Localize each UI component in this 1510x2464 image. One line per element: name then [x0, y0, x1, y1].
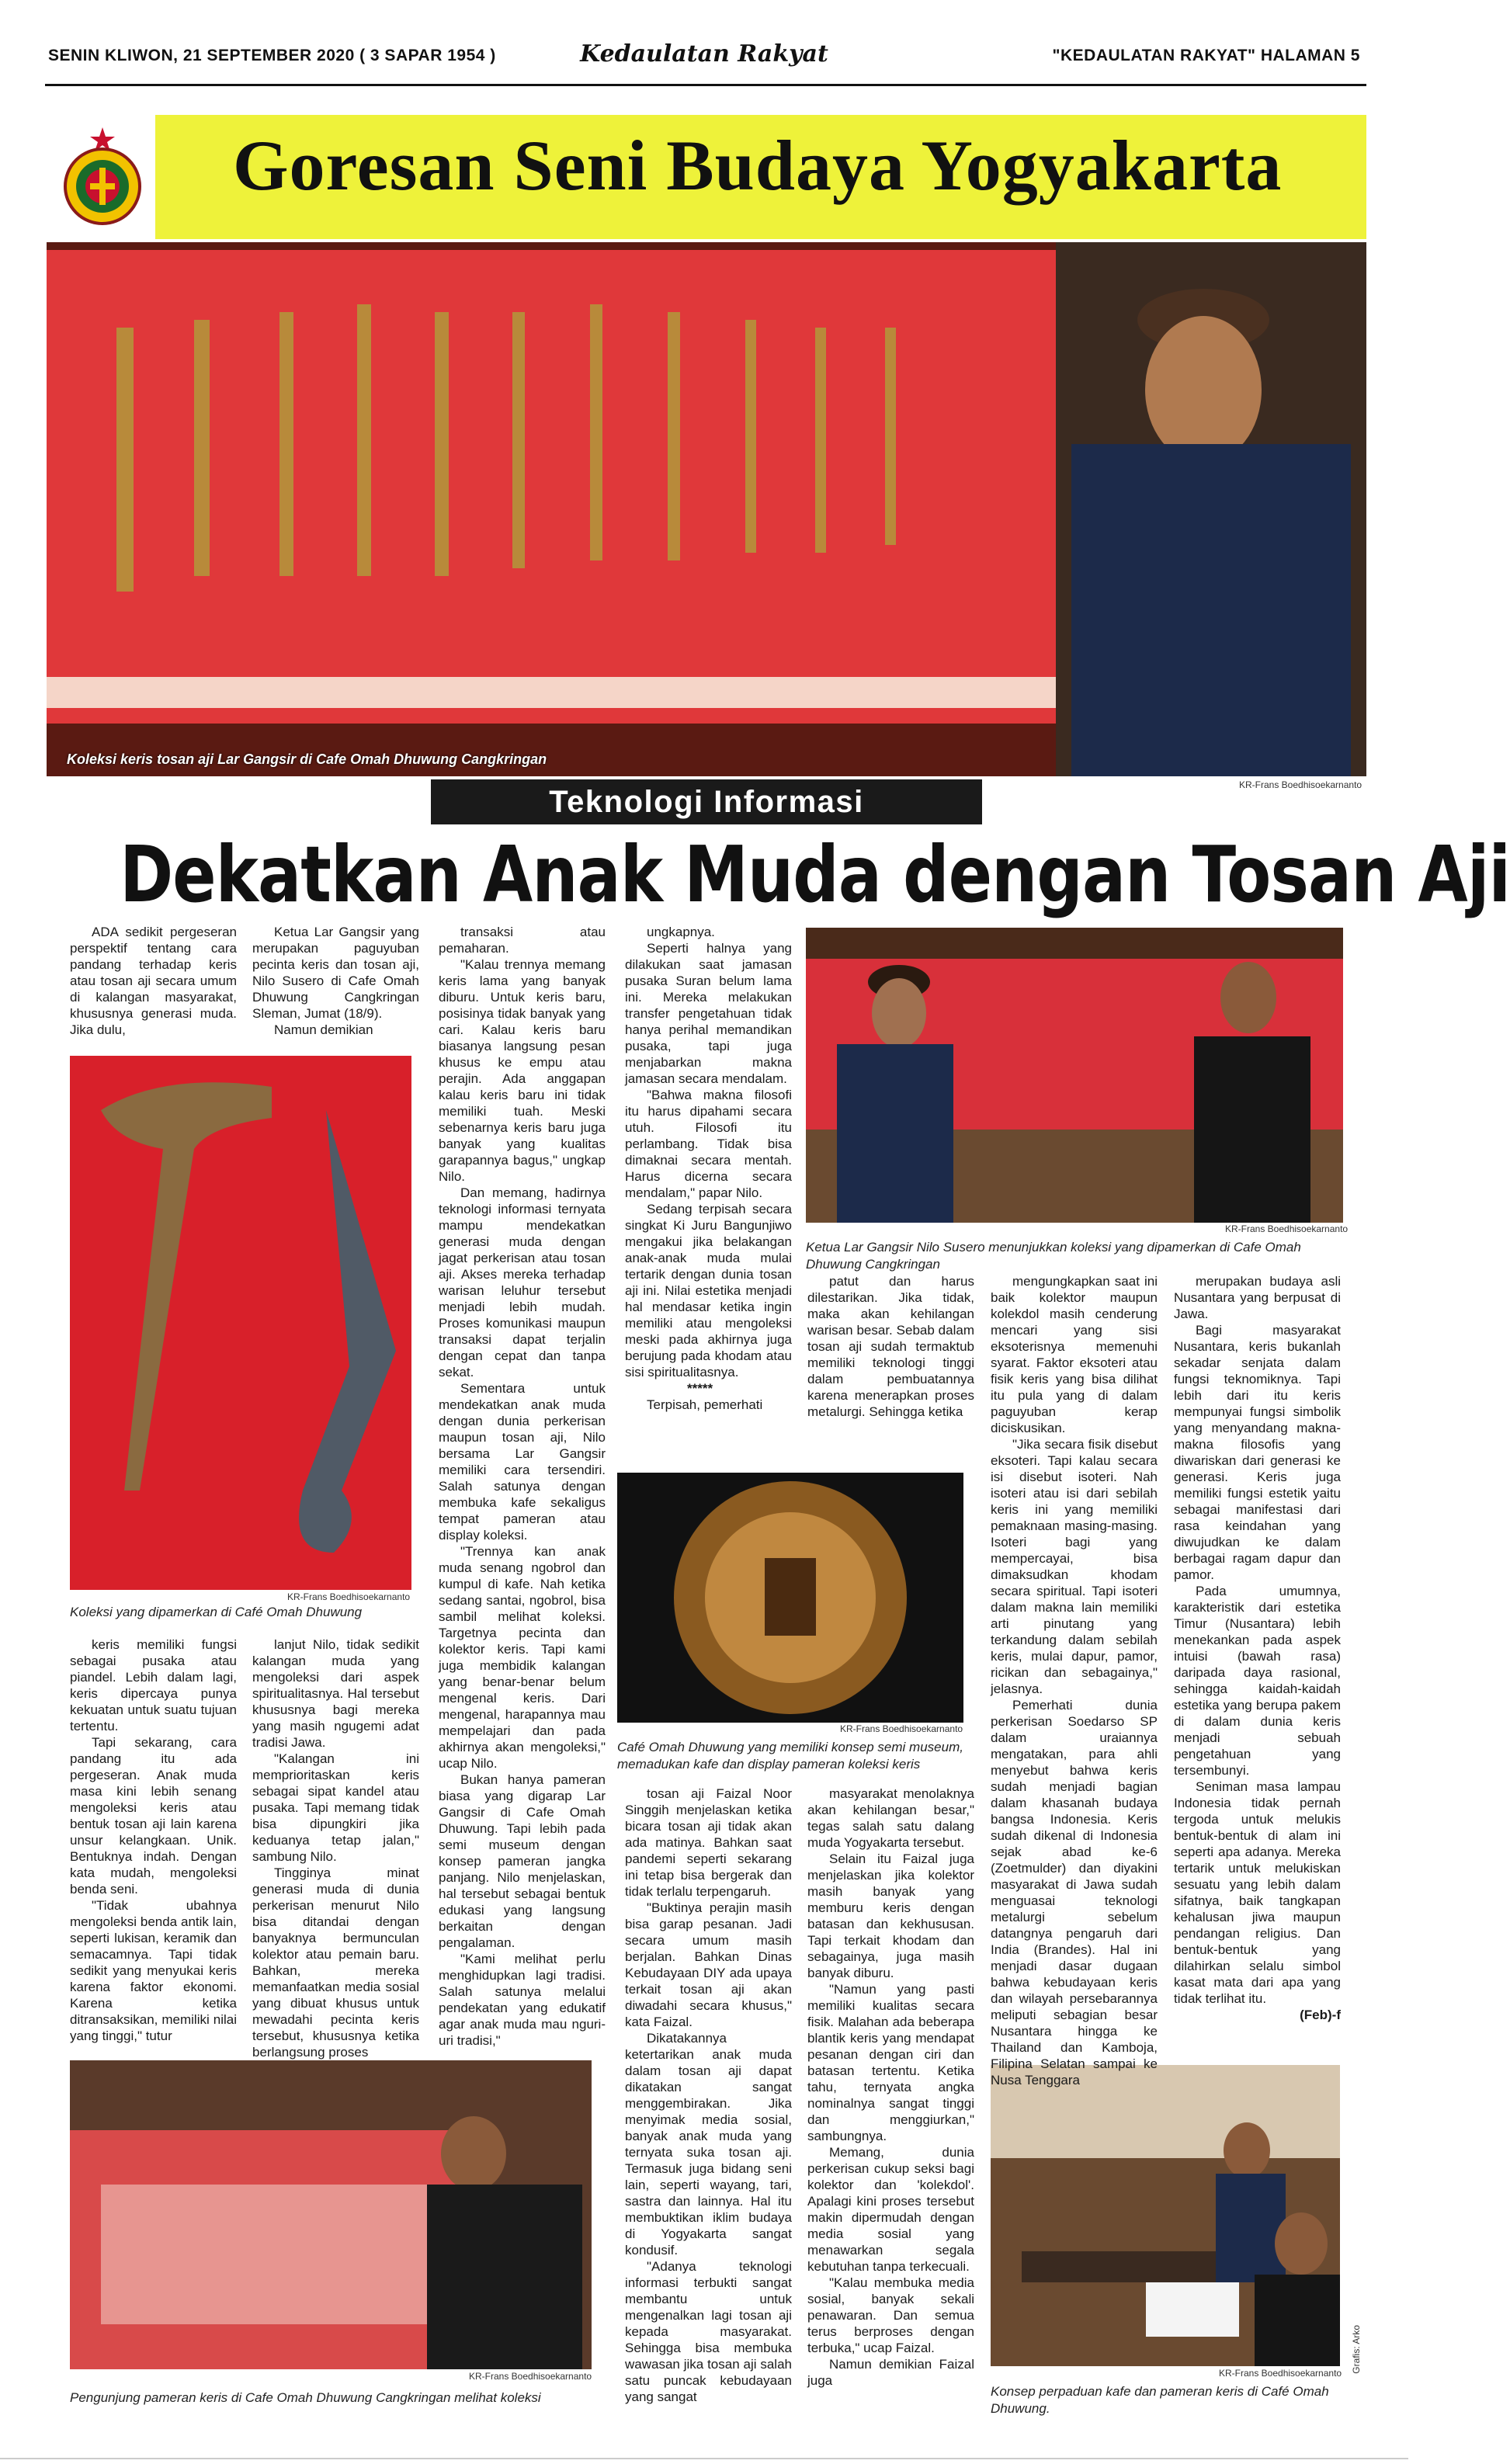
article-paragraph: merupakan budaya asli Nusantara yang berpusat di Jawa. — [1174, 1274, 1341, 1321]
masthead-logo: Kedaulatan Rakyat — [580, 40, 828, 68]
article-paragraph: Tingginya minat generasi muda di dunia perkerisan menurut Nilo bisa ditandai dengan banyaknya bermunculan kolektor atau pemain baru. Bahkan, mereka memanfaatkan media sosial yang dibuat khusus untuk mewadahi pecinta keris tersebut, khususnya ketika berlangsung proses — [252, 1865, 419, 2060]
section-separator: ***** — [687, 1381, 713, 1396]
photo-keris-closeup-credit: KR-Frans Boedhisoekarnanto — [287, 1591, 411, 1602]
article-column-2b — [252, 1636, 419, 2060]
article-paragraph: patut dan harus dilestarikan. Jika tidak, maka akan kehilangan warisan besar. Sebab dalam tosan aji sudah termaktub memiliki teknologi tinggi dalam pembuatannya karena menerapkan proses metalurgi. Sehingga ketika — [807, 1274, 974, 1419]
article-paragraph: Dan memang, hadirnya teknologi informasi ternyata mampu mendekatkan generasi muda dengan jagat perkerisan atau tosan aji. Akses mereka terhadap warisan leluhur tersebut menjadi lebih mudah. Proses komunikasi maupun transaksi dapat terjalin dengan cepat dan tanpa sekat. — [439, 1185, 606, 1379]
article-paragraph: Dikatakannya ketertarikan anak muda dalam tosan aji dapat dikatakan sangat menggembirakan. Jika menyimak media sosial, banyak anak muda yang ternyata suka tosan aji. Termasuk juga bidang seni lain, seperti wayang, tari, sastra dan lainnya. Hal itu membuktikan iklim budaya di Yogyakarta sangat kondusif. — [625, 2031, 792, 2258]
article-column-4b — [625, 1786, 792, 2453]
article-column-5b — [807, 1786, 974, 2453]
article-column-6a — [991, 1273, 1158, 2087]
page-number: "KEDAULATAN RAKYAT" HALAMAN 5 — [1052, 47, 1360, 64]
headline: Dekatkan Anak Muda dengan Tosan Aji — [120, 829, 1510, 920]
graphic-credit: Grafis: Arko — [1351, 2325, 1362, 2374]
article-paragraph: "Bahwa makna filosofi itu harus dipahami secara utuh. Filosofi itu perlambang. Tidak bisa dimaknai secara mentah. Harus dicerna secara mendalam," papar Nilo. — [625, 1088, 792, 1200]
author-signature: (Feb)-f — [1300, 2008, 1341, 2022]
article-paragraph: "Kalau trennya memang keris lama yang banyak diburu. Untuk keris baru, posisinya tidak banyak yang cari. Kalau keris baru biasanya langsung pesan khusus ke empu atau perajin. Ada anggapan kalau keris baru ini tidak memiliki tuah. Meski sebenarnya keris baru juga banyak yang kualitas garapannya bagus," ungkap Nilo. — [439, 957, 606, 1184]
article-paragraph: "Jika secara fisik disebut eksoteri. Tapi kalau secara isi disebut isoteri. Nah isoteri atau isi dari sebilah keris ini yang memiliki pemaknaan masing-masing. Isoteri bagi yang mempercayai, bisa dimaksudkan khodam secara spiritual. Tapi isoteri dalam makna lain memiliki arti pinutang yang terkandung dalam sebilah keris, mulai dapur, pamor, ricikan dan sebagainya," jelasnya. — [991, 1437, 1158, 1696]
article-paragraph: "Trennya kan anak muda senang ngobrol dan kumpul di kafe. Nah ketika sedang santai, ngobrol, bisa sambil melihat koleksi. Targetnya pecinta dan kolektor keris. Tapi kami juga membidik kalangan yang benar-benar belum mengenal keris. Dari mengenal, harapannya mau mempelajari dan pada akhirnya akan mengoleksi," ucap Nilo. — [439, 1544, 606, 1771]
article-paragraph: lanjut Nilo, tidak sedikit kalangan muda yang mengoleksi dari aspek spiritualitasnya. Hal tersebut khususnya bagi mereka yang masih ngugemi adat tradisi Jawa. — [252, 1637, 419, 1750]
article-paragraph: Terpisah, pemerhati — [647, 1397, 763, 1412]
article-paragraph: Namun demikian — [274, 1022, 373, 1037]
article-paragraph: "Namun yang pasti memiliki kualitas secara fisik. Malahan ada beberapa blantik keris yang mendapat pesanan dengan ciri dan batasan tertentu. Ketika tahu, ternyata angka nominalnya sangat tinggi dan menggiurkan," sambungnya. — [807, 1982, 974, 2143]
article-paragraph: ungkapnya. — [647, 925, 715, 939]
article-paragraph: "Kami melihat perlu menghidupkan lagi tradisi. Salah satunya melalui pendekatan yang edukatif agar anak muda mau nguri-uri tradisi," — [439, 1952, 606, 2048]
photo-cafe-fisheye-caption: Café Omah Dhuwung yang memiliki konsep semi museum, memadukan kafe dan display pameran koleksi keris — [617, 1740, 963, 1772]
photo-nilo-showing-keris — [806, 928, 1343, 1223]
article-paragraph: ADA sedikit pergeseran perspektif tentang cara pandang terhadap keris atau tosan aji secara umum di kalangan masyarakat, khususnya generasi muda. Jika dulu, — [70, 925, 237, 1037]
article-paragraph: Sementara untuk mendekatkan anak muda dengan dunia perkerisan maupun tosan aji, Nilo bersama Lar Gangsir memiliki cara tersendiri. Salah satunya dengan membuka kafe sekaligus tempat pameran atau display koleksi. — [439, 1381, 606, 1543]
photo-keris-closeup — [70, 1056, 411, 1590]
photo-nilo-caption: Ketua Lar Gangsir Nilo Susero menunjukkan koleksi yang dipamerkan di Cafe Omah Dhuwung Cangkringan — [806, 1240, 1301, 1272]
article-paragraph: mengungkapkan saat ini baik kolektor maupun kolekdol masih cenderung mencari yang sisi eksoterisnya memenuhi syarat. Faktor eksoteri atau fisik keris yang bisa dilihat itu pula yang di dalam paguyuban kerap diciskusikan. — [991, 1274, 1158, 1435]
article-column-5a — [807, 1273, 974, 1467]
issue-date: SENIN KLIWON, 21 SEPTEMBER 2020 ( 3 SAPAR 1954 ) — [48, 47, 496, 64]
article-column-4a — [625, 924, 792, 1467]
article-paragraph: Tapi sekarang, cara pandang itu ada pergeseran. Anak muda masa kini lebih senang mengoleksi keris atau bentuk tosan aji lain karena unsur kelangkaan. Unik. Bentuknya indah. Dengan kata mudah, mengoleksi benda seni. — [70, 1735, 237, 1897]
article-column-1b — [70, 1636, 237, 2048]
article-paragraph: "Adanya teknologi informasi terbukti sangat membantu untuk mengenalkan lagi tosan aji kepada masyarakat. Sehingga bisa membuka wawasan jika tosan aji salah satu puncak kebudayaan yang sangat — [625, 2259, 792, 2404]
yogyakarta-crest-icon — [61, 124, 144, 229]
article-paragraph: Seperti halnya yang dilakukan saat jamasan pusaka Suran belum lama ini. Mereka melakukan transfer pengetahuan tidak hanya perihal memandikan pusaka, tapi juga menjabarkan makna jamasan secara mendalam. — [625, 941, 792, 1086]
article-paragraph: Seniman masa lampau Indonesia tidak pernah tergoda untuk melukis bentuk-bentuk di alam ini seperti apa adanya. Mereka tertarik untuk melukiskan sesuatu yang lebih dalam sifatnya, baik tangkapan kehalusan jiwa maupun pendangan religius. Dan bentuk-bentuk yang dilahirkan selalu simbol kasat mata dari apa yang tidak terlihat itu. — [1174, 1779, 1341, 2006]
article-paragraph: Pemerhati dunia perkerisan Soedarso SP dalam uraiannya mengatakan, para ahli menyebut bahwa keris sudah menjadi bagian dalam khasanah budaya bangsa Indonesia. Keris sudah dikenal di Indonesia sejak abad ke-6 (Zoetmulder) dan diyakini masyarakat di Jawa sudah menguasai teknologi metalurgi sebelum datangnya pengaruh dari India (Brandes). Hal ini menjadi dasar dugaan bahwa kebudayaan keris dan wilayah persebarannya meliputi sebagian besar Nusantara hingga ke Thailand dan Kamboja, Filipina Selatan sampai ke Nusa Tenggara — [991, 1698, 1158, 2087]
article-paragraph: "Kalangan ini memprioritaskan keris sebagai sipat kandel atau pusaka. Tapi memang tidak bisa dipungkiri jika keduanya tetap jalan," sambung Nilo. — [252, 1751, 419, 1864]
photo-nilo-credit: KR-Frans Boedhisoekarnanto — [1225, 1223, 1349, 1234]
photo-cafe-concept — [991, 2065, 1340, 2366]
article-column-3 — [439, 924, 606, 2073]
banner-title: Goresan Seni Budaya Yogyakarta — [233, 126, 1283, 205]
photo-visitors-credit: KR-Frans Boedhisoekarnanto — [469, 2371, 592, 2382]
article-paragraph: "Buktinya perajin masih bisa garap pesanan. Jadi secara umum masih berjalan. Bahkan Dinas Kebudayaan DIY ada upaya terkait tosan aji akan diwadahi secara khusus," kata Faizal. — [625, 1900, 792, 2029]
article-paragraph: Sedang terpisah secara singkat Ki Juru Bangunjiwo mengakui jika belakangan anak-anak muda mulai tertarik dengan dunia tosan aji ini. Nilai estetika menjadi hal mendasar ketika ingin memiliki atau mengoleksi meski pada akhirnya juga berujung pada khodam atau sisi spiritualitasnya. — [625, 1202, 792, 1379]
article-paragraph: Pada umumnya, karakteristik dari estetika Timur (Nusantara) lebih menekankan pada aspek intuisi (bawah rasa) daripada daya rasional, sehingga kaidah-kaidah estetika yang berupa pakem di dalam dunia keris menjadi sebuah pengetahuan yang tersembunyi. — [1174, 1584, 1341, 1778]
main-photo-keris-collection — [47, 242, 1366, 776]
article-paragraph: keris memiliki fungsi sebagai pusaka atau piandel. Lebih dalam lagi, keris dipercaya punya kekuatan untuk suatu tujuan tertentu. — [70, 1637, 237, 1733]
article-paragraph: masyarakat menolaknya akan kehilangan besar," tegas salah satu dalang muda Yogyakarta tersebut. — [807, 1786, 974, 1850]
article-paragraph: Bagi masyarakat Nusantara, keris bukanlah sekadar senjata dalam fungsi teknomiknya. Tapi lebih dari itu keris mempunyai fungsi simbolik yang menyandang makna-makna filosofis yang diwariskan dari generasi ke generasi. Keris juga memiliki fungsi estetik yaitu sebagai manifestasi dari rasa keindahan yang diwujudkan ke dalam berbagai ragam dapur dan pamor. — [1174, 1323, 1341, 1582]
article-paragraph: Bukan hanya pameran biasa yang digarap Lar Gangsir di Cafe Omah Dhuwung. Tapi lebih pada semi museum dengan konsep pameran jangka panjang. Nilo menjelaskan, hal tersebut sebagai bentuk edukasi yang langsung berkaitan dengan pengalaman. — [439, 1772, 606, 1950]
article-paragraph: Selain itu Faizal juga menjelaskan jika kolektor masih banyak yang memburu keris dengan batasan dan kekhususan. Tapi terkait khodam dan sebagainya, juga masih banyak diburu. — [807, 1851, 974, 1980]
article-column-7a — [1174, 1273, 1341, 2057]
photo-visitors-caption: Pengunjung pameran keris di Cafe Omah Dhuwung Cangkringan melihat koleksi — [70, 2390, 541, 2405]
section-label: Teknologi Informasi — [431, 779, 982, 824]
article-paragraph: Namun demikian Faizal juga — [807, 2357, 974, 2388]
main-photo-caption: Koleksi keris tosan aji Lar Gangsir di Cafe Omah Dhuwung Cangkringan — [67, 751, 547, 767]
photo-cafe-fisheye-credit: KR-Frans Boedhisoekarnanto — [840, 1723, 963, 1734]
photo-cafe-fisheye — [617, 1473, 963, 1723]
photo-keris-closeup-caption: Koleksi yang dipamerkan di Café Omah Dhuwung — [70, 1605, 363, 1619]
article-column-1a — [70, 924, 237, 1048]
header-rule — [45, 84, 1366, 86]
article-paragraph: Memang, dunia perkerisan cukup seksi bagi kolektor dan 'kolekdol'. Apalagi kini proses tersebut makin dipermudah dengan media sosial yang menawarkan segala kebutuhan tanpa terkecuali. — [807, 2145, 974, 2274]
photo-visitors — [70, 2060, 592, 2369]
article-paragraph: transaksi atau pemaharan. — [439, 925, 606, 956]
article-paragraph: "Kalau membuka media sosial, banyak sekali penawaran. Dan semua terus berproses dengan terbuka," ucap Faizal. — [807, 2275, 974, 2355]
article-column-2a — [252, 924, 419, 1048]
article-paragraph: Ketua Lar Gangsir yang merupakan paguyuban pecinta keris dan tosan aji, Nilo Susero di Cafe Omah Dhuwung Cangkringan Sleman, Jumat (18/9). — [252, 925, 419, 1021]
article-paragraph: tosan aji Faizal Noor Singgih menjelaskan ketika bicara tosan aji tidak akan ada matinya. Bahkan saat pandemi seperti sekarang ini tetap bisa bergerak dan tidak terlalu terpengaruh. — [625, 1786, 792, 1899]
photo-cafe-concept-caption: Konsep perpaduan kafe dan pameran keris di Café Omah Dhuwung. — [991, 2384, 1329, 2417]
photo-cafe-concept-credit: KR-Frans Boedhisoekarnanto — [1219, 2368, 1342, 2379]
main-photo-credit: KR-Frans Boedhisoekarnanto — [1239, 779, 1362, 790]
bottom-rule — [0, 2458, 1408, 2459]
article-paragraph: "Tidak ubahnya mengoleksi benda antik lain, seperti lukisan, keramik dan semacamnya. Tapi tidak sedikit yang menyukai keris karena faktor ekonomi. Karena ketika ditransaksikan, memiliki nilai yang tinggi," tutur — [70, 1898, 237, 2043]
